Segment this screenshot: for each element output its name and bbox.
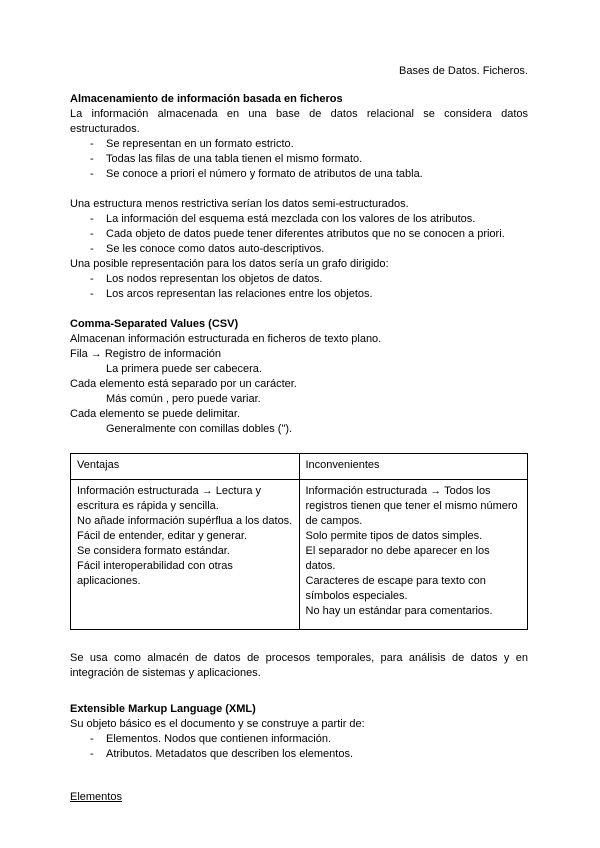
paragraph-csv-subline: Generalmente con comillas dobles ("). xyxy=(106,423,293,435)
bullet-marker: - xyxy=(90,733,94,745)
list-item-text: Se les conoce como datos auto-descriptivos. xyxy=(106,243,325,255)
list-item-text: Los arcos representan las relaciones entre los objetos. xyxy=(106,288,373,300)
bullet-marker: - xyxy=(90,168,94,180)
list-item-text: Cada objeto de datos puede tener diferentes atributos que no se conocen a priori. xyxy=(106,228,505,240)
table-body-row xyxy=(71,480,528,630)
bullet-marker: - xyxy=(90,213,94,225)
paragraph-csv-line: Cada elemento se puede delimitar. xyxy=(70,408,240,420)
section-title-xml: Extensible Markup Language (XML) xyxy=(70,703,256,715)
page-header-text: Bases de Datos. Ficheros. xyxy=(398,65,528,77)
list-item-text: Se conoce a priori el número y formato de atributos de una tabla. xyxy=(106,168,423,180)
paragraph-csv-subline: La primera puede ser cabecera. xyxy=(106,363,262,375)
cell-line: Caracteres de escape para texto con símbolos especiales. xyxy=(305,575,486,602)
list-item xyxy=(70,152,528,167)
list-item xyxy=(70,747,528,762)
bullet-marker: - xyxy=(90,243,94,255)
table-cell-ventajas xyxy=(71,480,300,630)
section-title-almacenamiento: Almacenamiento de información basada en ficheros xyxy=(70,93,343,105)
cell-line: El separador no debe aparecer en los datos. xyxy=(305,545,490,572)
bullet-marker: - xyxy=(90,138,94,150)
list-item-text: Elementos. Nodos que contienen información. xyxy=(106,733,332,745)
table-header-inconvenientes: Inconvenientes xyxy=(299,454,528,480)
cell-line: No añade información supérflua a los datos. xyxy=(77,515,293,527)
list-item xyxy=(70,272,528,287)
paragraph-csv-line: Cada elemento está separado por un carácter. xyxy=(70,378,297,390)
cell-line: Fácil interoperabilidad con otras aplicaciones. xyxy=(77,560,233,587)
cell-line: Fácil de entender, editar y generar. xyxy=(77,530,247,542)
list-item xyxy=(70,227,528,242)
bullet-marker: - xyxy=(90,273,94,285)
list-item-text: Los nodos representan los objetos de datos. xyxy=(106,273,323,285)
paragraph-csv-line: Fila → Registro de información xyxy=(70,348,222,360)
paragraph-storage-intro: La información almacenada en una base de datos relacional se considera datos estructurados. xyxy=(70,108,528,135)
bullet-marker: - xyxy=(90,748,94,760)
list-item xyxy=(70,287,528,302)
list-item xyxy=(70,167,528,182)
table-header-row xyxy=(71,454,528,480)
paragraph-graph-intro: Una posible representación para los datos sería un grafo dirigido: xyxy=(70,258,389,270)
list-item xyxy=(70,732,528,747)
section-title-elementos: Elementos xyxy=(70,791,122,803)
csv-pros-cons-table xyxy=(70,453,528,630)
cell-line: Información estructurada → Todos los registros tienen que tener el mismo número de campos. xyxy=(305,485,518,527)
bullet-marker: - xyxy=(90,228,94,240)
bullet-marker: - xyxy=(90,153,94,165)
cell-line: Solo permite tipos de datos simples. xyxy=(305,530,483,542)
paragraph-xml-intro: Su objeto básico es el documento y se construye a partir de: xyxy=(70,718,365,730)
paragraph-csv-subline: Más común , pero puede variar. xyxy=(106,393,261,405)
paragraph-csv-line: Almacenan información estructurada en ficheros de texto plano. xyxy=(70,333,382,345)
list-item-text: Atributos. Metadatos que describen los elementos. xyxy=(106,748,354,760)
list-item xyxy=(70,242,528,257)
list-item-text: Todas las filas de una tabla tienen el mismo formato. xyxy=(106,153,363,165)
list-item-text: La información del esquema está mezclada con los valores de los atributos. xyxy=(106,213,476,225)
section-title-csv: Comma-Separated Values (CSV) xyxy=(70,318,239,330)
table-header-ventajas: Ventajas xyxy=(71,454,300,480)
table-cell-inconvenientes xyxy=(299,480,528,630)
list-item xyxy=(70,212,528,227)
cell-line: Se considera formato estándar. xyxy=(77,545,230,557)
bullet-marker: - xyxy=(90,288,94,300)
paragraph-csv-usage: Se usa como almacén de datos de procesos temporales, para análisis de datos y en integración de sistemas y aplicaciones. xyxy=(70,652,528,679)
cell-line: Información estructurada → Lectura y escritura es rápida y sencilla. xyxy=(77,485,262,512)
paragraph-semi-structured: Una estructura menos restrictiva serían los datos semi-estructurados. xyxy=(70,198,409,210)
cell-line: No hay un estándar para comentarios. xyxy=(305,605,493,617)
list-item-text: Se representan en un formato estricto. xyxy=(106,138,294,150)
list-item xyxy=(70,137,528,152)
